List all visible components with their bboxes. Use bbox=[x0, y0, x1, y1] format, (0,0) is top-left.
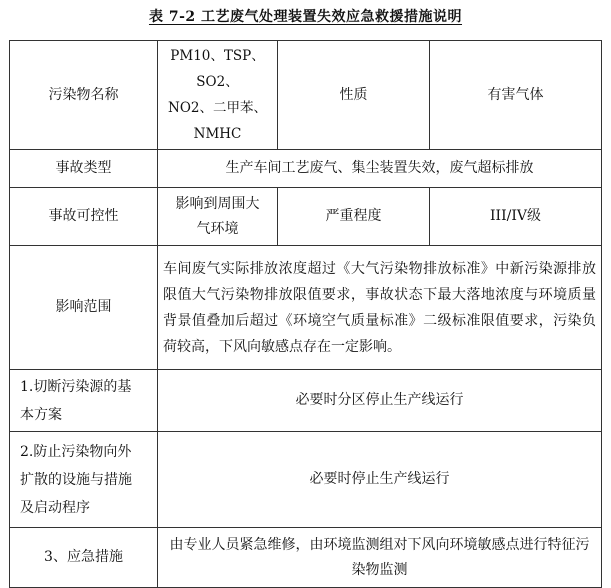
severity-label: 严重程度 bbox=[278, 188, 430, 246]
emergency-value: 由专业人员紧急维修，由环境监测组对下风向环境敏感点进行特征污染物监测 bbox=[158, 528, 602, 588]
table-row bbox=[10, 528, 602, 588]
cut-source-label bbox=[10, 370, 158, 432]
controllability-label: 事故可控性 bbox=[10, 188, 158, 246]
table-row bbox=[10, 41, 602, 150]
table-row bbox=[10, 370, 602, 432]
impact-line: 影响到周围大 bbox=[175, 195, 260, 212]
pollutant-line: PM10、TSP、SO2、 bbox=[170, 48, 265, 90]
table-row bbox=[10, 246, 602, 370]
accident-type-label: 事故类型 bbox=[10, 150, 158, 188]
impact-scope-value: 车间废气实际排放浓度超过《大气污染物排放标准》中新污染源排放限值大气污染物排放限值要求，事故状态下最大落地浓度与环境质量背景值叠加后超过《环境空气质量标准》二级标准限值要求，污染负荷较高，下风向敏感点存在一定影响。 bbox=[158, 246, 602, 370]
accident-type-value: 生产车间工艺废气、集尘装置失效，废气超标排放 bbox=[158, 150, 602, 188]
table-row bbox=[10, 432, 602, 528]
emergency-label: 3、应急措施 bbox=[10, 528, 158, 588]
label-line: 扩散的设施与措施 bbox=[20, 471, 132, 488]
severity-value: III/IV级 bbox=[430, 188, 602, 246]
nature-label: 性质 bbox=[278, 41, 430, 150]
impact-scope-label: 影响范围 bbox=[10, 246, 158, 370]
pollutant-line: NMHC bbox=[193, 126, 242, 142]
prevent-spread-value: 必要时停止生产线运行 bbox=[158, 432, 602, 528]
cut-source-value: 必要时分区停止生产线运行 bbox=[158, 370, 602, 432]
table-row bbox=[10, 188, 602, 246]
label-line: 及启动程序 bbox=[20, 499, 90, 516]
table-row bbox=[10, 150, 602, 188]
label-line: 1.切断污染源的基 bbox=[20, 378, 132, 395]
emergency-measures-table bbox=[9, 40, 602, 588]
pollutant-line: NO2、二甲苯、 bbox=[168, 100, 267, 116]
pollutant-list-cell bbox=[158, 41, 278, 150]
label-line: 本方案 bbox=[20, 406, 62, 423]
label-line: 2.防止污染物向外 bbox=[20, 443, 132, 460]
table-title: 表 7-2 工艺废气处理装置失效应急救援措施说明 bbox=[148, 9, 463, 25]
prevent-spread-label bbox=[10, 432, 158, 528]
nature-value: 有害气体 bbox=[430, 41, 602, 150]
pollutant-name-label: 污染物名称 bbox=[10, 41, 158, 150]
impact-cell bbox=[158, 188, 278, 246]
impact-line: 气环境 bbox=[196, 220, 239, 237]
